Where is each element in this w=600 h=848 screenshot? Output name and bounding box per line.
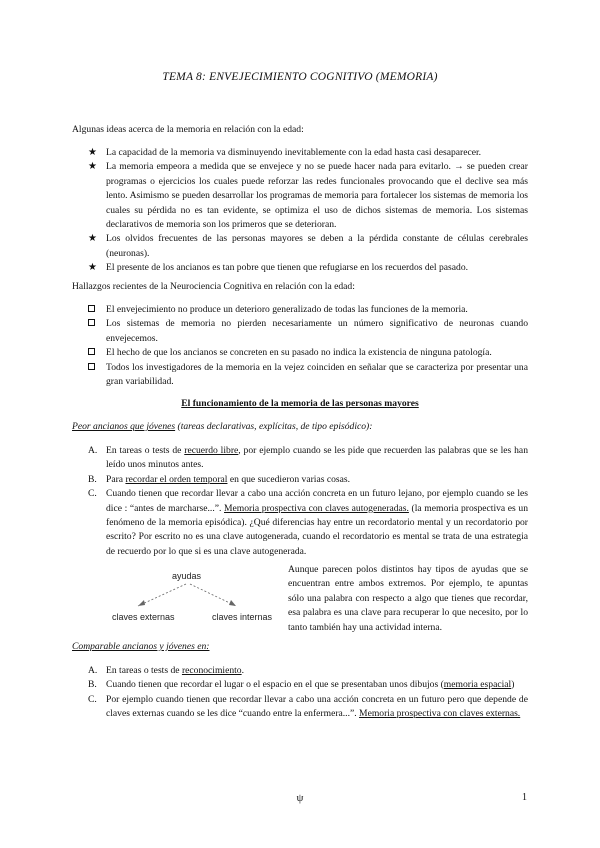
page-title: TEMA 8: ENVEJECIMIENTO COGNITIVO (MEMORIA) (162, 71, 438, 83)
star-bullet-icon: ★ (88, 233, 97, 245)
list-item: C. Por ejemplo cuando tienen que recordar llevar a cabo una acción concreta en un futuro pero que depende de claves externas cuando se les dice “cuando entre la enfermera...”. Memoria prospectiva con claves externas. (88, 693, 528, 720)
star-bullet-icon: ★ (88, 161, 97, 173)
list-item: ★ La capacidad de la memoria va disminuyendo inevitablemente con la edad hasta casi desaparecer. (72, 146, 528, 160)
ayudas-diagram (108, 566, 278, 626)
checkbox-bullet-icon (88, 361, 102, 375)
page-number: 1 (522, 792, 527, 803)
checkbox-bullet-icon (88, 346, 102, 360)
comparable-list (72, 664, 528, 722)
right-arrow-line (190, 584, 236, 606)
right-arrowhead (229, 600, 236, 606)
list-item: A. En tareas o tests de reconocimiento. (88, 665, 245, 676)
worse-list (72, 444, 528, 559)
star-bullet-icon: ★ (88, 147, 97, 158)
list-item: A. En tareas o tests de recuerdo libre, por ejemplo cuando se les pide que recuerden las palabras que se les han leído unos minutos antes. (88, 445, 528, 471)
section2-intro: Hallazgos recientes de la Neurociencia Cognitiva en relación con la edad: (72, 281, 355, 292)
section-heading: El funcionamiento de la memoria de las personas mayores (181, 398, 419, 409)
list-item: ★ Los olvidos frecuentes de las personas mayores se deben a la pérdida constante de células cerebrales (neuronas). (88, 233, 528, 259)
comparable-label: Comparable ancianos y jóvenes en: (72, 641, 210, 652)
footer-psi-symbol: ψ (296, 792, 304, 804)
checkbox-bullet-icon (88, 303, 102, 317)
section1-intro: Algunas ideas acerca de la memoria en relación con la edad: (72, 124, 304, 135)
list-item: ★ La memoria empeora a medida que se envejece y no se puede hacer nada para evitarlo. → se pueden crear programas o ejercicios los cuales puede reforzar las redes funcionales provocando que el declive sea más lento. Asimismo se pueden desarrollar los programas de memoria para fortalecer los sistemas de memoria los cuales su pérdida no es tan evidente, se optimiza el uso de dichos sistemas de memoria. Los sistemas declarativos de memoria son los primeros que se deterioran. (88, 161, 528, 231)
list-item: ★ El presente de los ancianos es tan pobre que tienen que refugiarse en los recuerdos del pasado. (72, 261, 528, 275)
list-item: Los sistemas de memoria no pierden necesariamente un número significativo de neuronas cuando envejecemos. (72, 317, 528, 346)
list-item: C. Cuando tienen que recordar llevar a cabo una acción concreta en un futuro lejano, por ejemplo cuando se les dice : “antes de marcharse...”. Memoria prospectiva con claves autogeneradas. (la memoria prospectiva es un fenómeno de la memoria episódica). ¿Qué diferencias hay entre un recordatorio mental y un recordatorio por escrito? Por escrito no es una clave autogenerada, cuando el recordatorio es mental se trata de una estrategia de recuerdo por lo que si es una clave autogenerada. (88, 488, 528, 557)
list-item: B. Para recordar el orden temporal en que sucedieron varias cosas. (88, 473, 351, 485)
list-item: El hecho de que los ancianos se concreten en su pasado no indica la existencia de ninguna patología. (72, 346, 528, 360)
checkbox-bullet-icon (88, 317, 102, 331)
diagram-left-label: claves externas (112, 612, 175, 622)
diagram-explanation: Aunque parecen polos distintos hay tipos de ayudas que se encuentran entre ambos extremos. Por ejemplo, te apuntas sólo una palabra con respecto a algo que tienes que recordar, esa palabra es una clave para recuperar lo que necesito, por lo tanto también hay una actividad interna. (288, 564, 528, 633)
section1-list (72, 146, 528, 276)
star-bullet-icon: ★ (88, 262, 97, 274)
section2-list (72, 303, 528, 389)
diagram-top-label: ayudas (172, 571, 202, 581)
list-item: Todos los investigadores de la memoria en la vejez coinciden en señalar que se caracteriza por presentar una gran variabilidad. (72, 361, 528, 390)
left-arrowhead (138, 600, 145, 606)
list-item: El envejecimiento no produce un deterioro generalizado de todas las funciones de la memoria. (72, 303, 528, 317)
left-arrow-line (138, 584, 186, 606)
diagram-right-label: claves internas (212, 612, 273, 622)
list-item: B. Cuando tienen que recordar el lugar o el espacio en el que se presentaban unos dibujos (memoria espacial) (88, 679, 515, 691)
worse-label: Peor ancianos que jóvenes (tareas declarativas, explícitas, de tipo episódico): (72, 421, 373, 432)
